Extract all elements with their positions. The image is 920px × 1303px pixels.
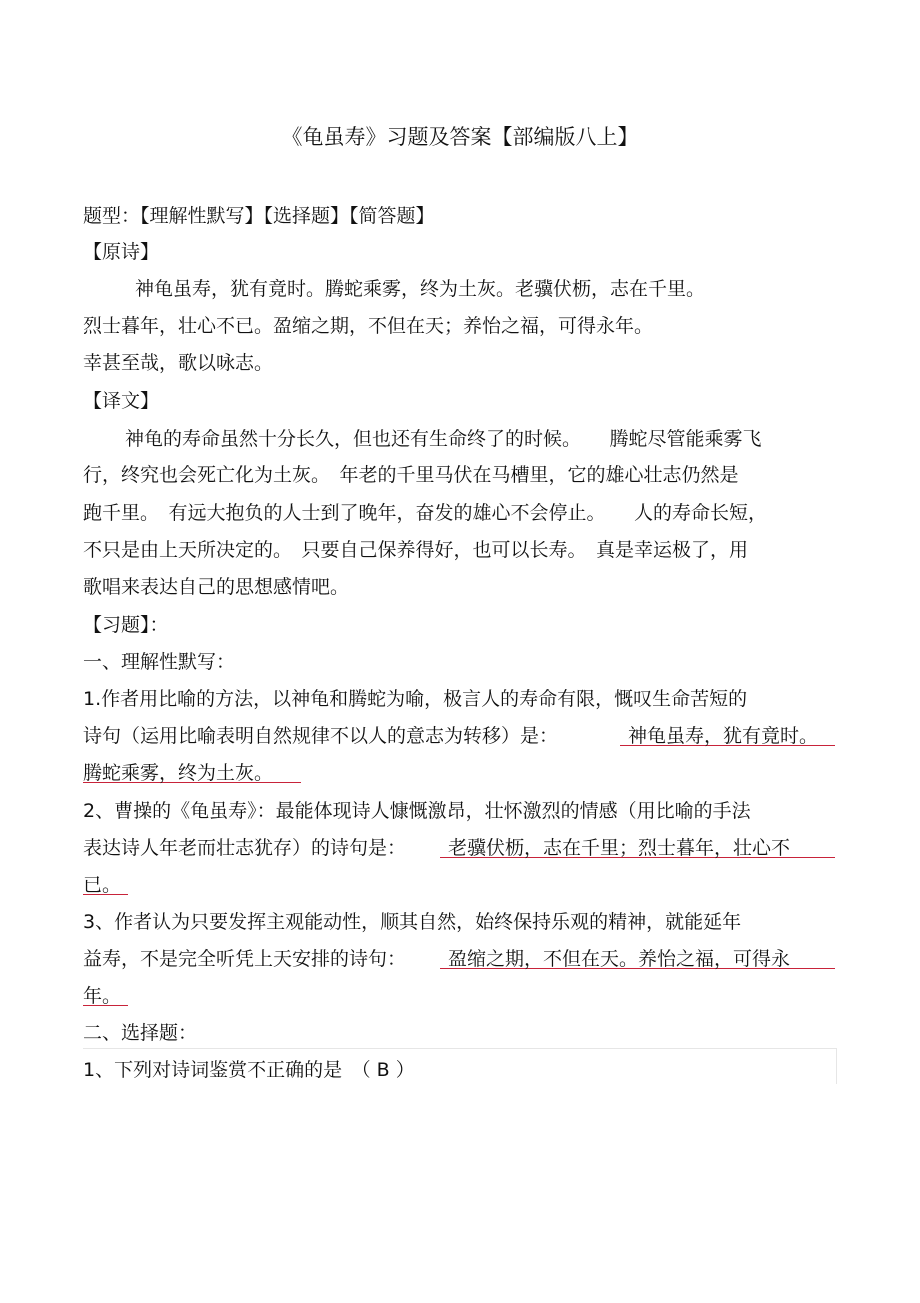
q1-line-2	[83, 724, 558, 748]
question-types: 题型：【理解性默写】【选择题】【简答题】	[83, 205, 435, 227]
q3-prompt: 益寿，不是完全听凭上天安排的诗句：	[83, 948, 407, 970]
q1-answer-2: 腾蛇乘雾，终为土灰。	[83, 762, 274, 784]
q3-answer-1: 盈缩之期，不但在天。养怡之福，可得永	[448, 948, 791, 970]
exercises-heading: 【习题】：	[83, 614, 169, 636]
document-title: 《龟虽寿》习题及答案【部编版八上】	[281, 125, 639, 149]
translation-heading: 【译文】	[83, 390, 160, 412]
mc-question-1: 1、下列对诗词鉴赏不正确的是 （ B ）	[83, 1059, 415, 1081]
q2-line-1: 2、曹操的《龟虽寿》：最能体现诗人慷慨激昂，壮怀激烈的情感（用比喻的手法	[83, 800, 751, 822]
q1-line-1: 1.作者用比喻的方法，以神龟和腾蛇为喻，极言人的寿命有限，慨叹生命苦短的	[83, 688, 748, 710]
translation-line-3: 跑千里。 有远大抱负的人士到了晚年，奋发的雄心不会停止。 人的寿命长短，	[83, 502, 768, 524]
q2-answer-2: 已。	[83, 874, 122, 896]
translation-line-1: 神龟的寿命虽然十分长久，但也还有生命终了的时候。 腾蛇尽管能乘雾飞	[125, 428, 762, 450]
translation-line-4: 不只是由上天所决定的。 只要自己保养得好，也可以长寿。 真是幸运极了，用	[83, 539, 749, 561]
table-right-border	[836, 1048, 837, 1084]
q2-prompt: 表达诗人年老而壮志犹存）的诗句是：	[83, 837, 407, 859]
poem-heading: 【原诗】	[83, 241, 160, 263]
q2-answer-1: 老骥伏枥，志在千里；烈士暮年，壮心不	[448, 837, 791, 859]
poem-line-1: 神龟虽寿，犹有竟时。腾蛇乘雾，终为土灰。老骥伏枥，志在千里。	[135, 278, 706, 300]
table-top-border	[83, 1048, 837, 1049]
q3-line-2	[83, 947, 406, 971]
q1-answer-1: 神龟虽寿，犹有竟时。	[628, 725, 819, 747]
q1-prompt: 诗句（运用比喻表明自然规律不以人的意志为转移）是：	[83, 725, 559, 747]
q2-line-2	[83, 836, 406, 860]
q3-answer-2: 年。	[83, 985, 122, 1007]
q3-line-1: 3、作者认为只要发挥主观能动性，顺其自然，始终保持乐观的精神，就能延年	[83, 911, 742, 933]
poem-line-3: 幸甚至哉，歌以咏志。	[83, 352, 274, 374]
translation-line-2: 行，终究也会死亡化为土灰。 年老的千里马伏在马槽里，它的雄心壮志仍然是	[83, 464, 739, 486]
poem-line-2: 烈士暮年，壮心不已。盈缩之期，不但在天；养怡之福，可得永年。	[83, 315, 654, 337]
section2-heading: 二、选择题：	[83, 1022, 198, 1044]
section1-heading: 一、理解性默写：	[83, 651, 236, 673]
translation-line-5: 歌唱来表达自己的思想感情吧。	[83, 576, 350, 598]
